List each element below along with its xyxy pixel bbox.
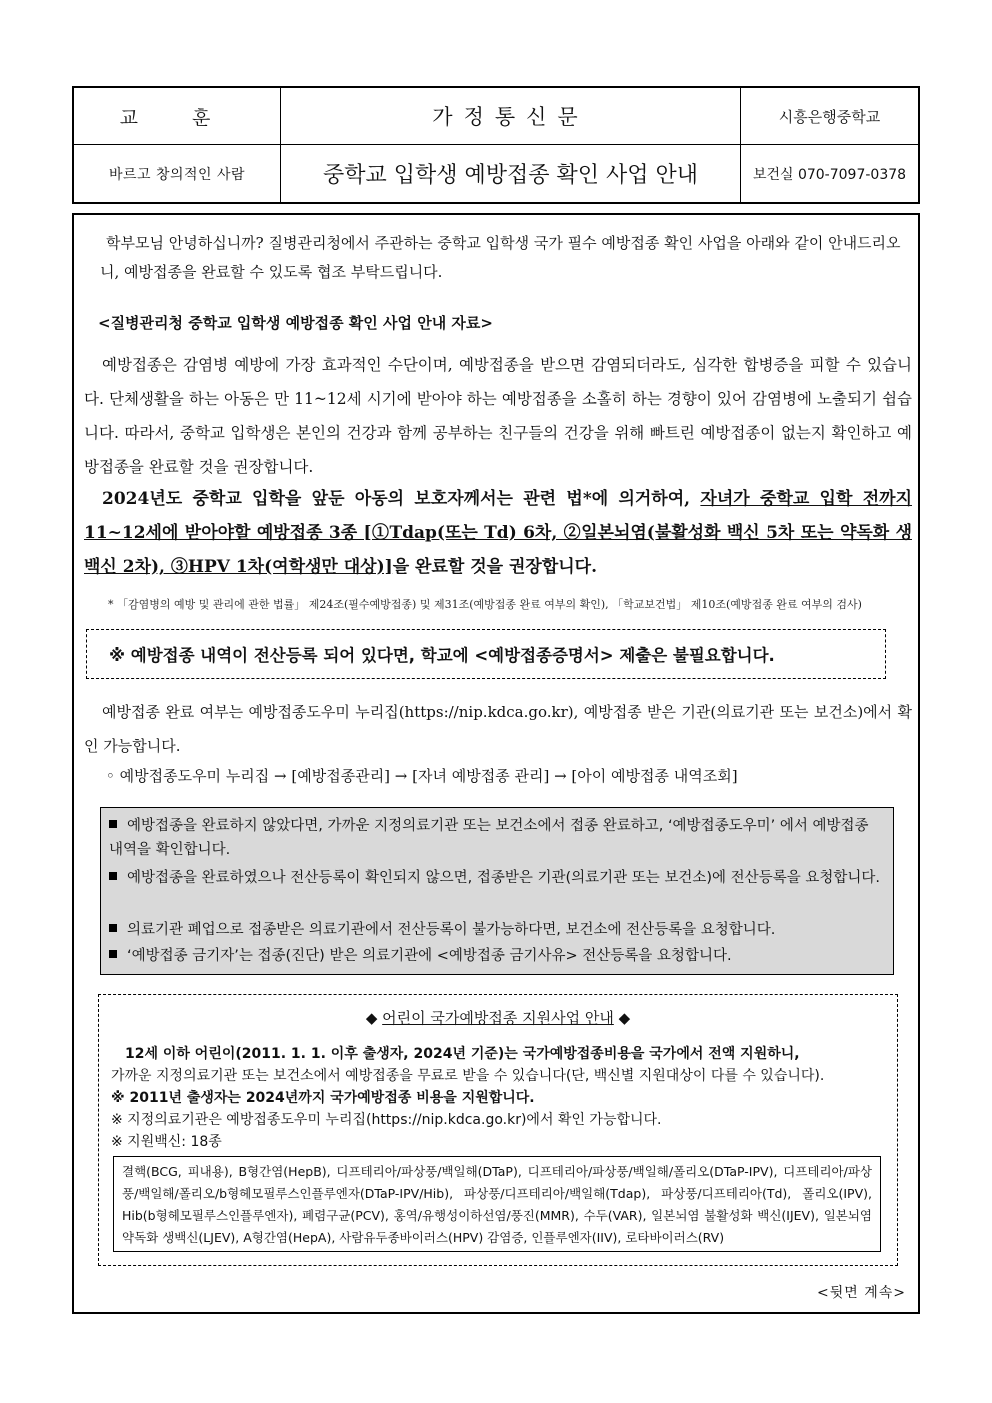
list-item-text: 예방접종을 완료하지 않았다면, 가까운 지정의료기관 또는 보건소에서 접종 완료하고, ‘예방접종도우미’ 에서 예방접종 내역을 확인합니다. [109, 818, 869, 858]
support-title-text: 어린이 국가예방접종 지원사업 안내 [382, 1009, 614, 1027]
list-item-text: 예방접종을 완료하였으나 전산등록이 확인되지 않으면, 접종받은 기관(의료기관 또는 보건소)에 전산등록을 요청합니다. [127, 870, 880, 886]
bullet-square-icon [109, 872, 117, 880]
support-box [98, 994, 898, 1266]
instruction-box [100, 807, 894, 975]
intro-text: 학부모님 안녕하십니까? 질병관리청에서 주관하는 중학교 입학생 국가 필수 예방접종 확인 사업을 아래와 같이 안내드리오니, 예방접종을 완료할 수 있도록 협조 부탁드립니다. [100, 234, 901, 281]
body-paragraph: 예방접종은 감염병 예방에 가장 효과적인 수단이며, 예방접종을 받으면 감염되더라도, 심각한 합병증을 피할 수 있습니다. 단체생활을 하는 아동은 만 11~12세 시기에 받아야 하는 예방접종을 소홀히 하는 경향이 있어 감염병에 노출되기 쉽습니다. 따라서, 중학교 입학생은 본인의 건강과 함께 공부하는 친구들의 건강을 위해 빠트린 예방접종이 없는지 확인하고 예방접종을 완료할 것을 권장합니다. [84, 356, 912, 476]
key-paragraph-lead: 2024년도 중학교 입학을 앞둔 아동의 보호자께서는 관련 법*에 의거하여, [102, 489, 701, 509]
footnote: * 「감염병의 예방 및 관리에 관한 법률」 제24조(필수예방접종) 및 제31조(예방접종 완료 여부의 확인), 「학교보건법」 제10조(예방접종 완료 여부의 검사) [108, 598, 862, 611]
support-line: ※ 지원백신: 18종 [111, 1134, 222, 1150]
bullet-square-icon [109, 820, 117, 828]
motto: 바르고 창의적인 사람 [108, 166, 246, 183]
section-heading: <질병관리청 중학교 입학생 예방접종 확인 사업 안내 자료> [98, 314, 493, 332]
support-line: 가까운 지정의료기관 또는 보건소에서 예방접종을 무료로 받을 수 있습니다(단, 백신별 지원대상이 다를 수 있습니다). [111, 1068, 825, 1084]
header-table [72, 86, 920, 204]
notice-text: ※ 예방접종 내역이 전산등록 되어 있다면, 학교에 <예방접종증명서> 제출은 불필요합니다. [109, 646, 775, 665]
list-item-text: ‘예방접종 금기자’는 접종(진단) 받은 의료기관에 <예방접종 금기사유> 전산등록을 요청합니다. [127, 948, 732, 964]
list-item [109, 918, 885, 942]
key-paragraph-highlight: 자녀가 중학교 입학 전까지 11~12세에 받아야할 예방접종 3종 [①Tdap(또는 Td) 6차, ②일본뇌염(불활성화 백신 5차 또는 약독화 생백신 2차), ③HPV 1차(여학생만 대상)] [84, 489, 912, 577]
bullet-square-icon [109, 950, 117, 958]
support-line: ※ 지정의료기관은 예방접종도우미 누리집(https://nip.kdca.go.kr)에서 확인 가능합니다. [111, 1112, 662, 1128]
key-paragraph [84, 482, 912, 584]
vaccine-list: 결핵(BCG, 피내용), B형간염(HepB), 디프테리아/파상풍/백일해(DTaP), 디프테리아/파상풍/백일해/폴리오(DTaP-IPV), 디프테리아/파상풍/백일해/폴리오/b형헤모필루스인플루엔자(DTaP-IPV/Hib), 파상풍/디프테리아/백일해(Tdap), 파상풍/디프테리아(Td), 폴리오(IPV), Hib(b형헤모필루스인플루엔자), 폐렴구균(PCV), 홍역/유행성이하선염/풍진(MMR), 수두(VAR), 일본뇌염 불활성화 백신(IJEV), 일본뇌염 약독화 생백신(LJEV), A형간염(HepA), 사람유두종바이러스(HPV) 감염증, 인플루엔자(IIV), 로타바이러스(RV) [113, 1156, 881, 1252]
page-title: 중학교 입학생 예방접종 확인 사업 안내 [323, 163, 698, 188]
motto-label: 교 훈 [119, 106, 235, 129]
diamond-icon: ◆ [365, 1009, 378, 1027]
list-item [109, 814, 885, 862]
contact-phone: 보건실 070-7097-0378 [752, 166, 907, 183]
doc-type: 가정통신문 [432, 105, 589, 129]
list-item [109, 866, 885, 890]
support-line: ※ 2011년 출생자는 2024년까지 국가예방접종 비용을 지원합니다. [111, 1090, 535, 1106]
school-name: 시흥은행중학교 [778, 107, 881, 126]
continued-label: <뒷면 계속> [816, 1285, 906, 1301]
check-paragraph: 예방접종 완료 여부는 예방접종도우미 누리집(https://nip.kdca.go.kr), 예방접종 받은 기관(의료기관 또는 보건소)에서 확인 가능합니다. [84, 703, 912, 755]
list-item-text: 의료기관 폐업으로 접종받은 의료기관에서 전산등록이 불가능하다면, 보건소에 전산등록을 요청합니다. [127, 922, 776, 938]
navigation-path: ◦ 예방접종도우미 누리집 → [예방접종관리] → [자녀 예방접종 관리] → [아이 예방접종 내역조회] [106, 767, 738, 785]
support-title [99, 1007, 897, 1028]
main-frame [72, 213, 920, 1314]
list-item [109, 944, 885, 968]
diamond-icon: ◆ [618, 1009, 631, 1027]
key-paragraph-tail: 을 완료할 것을 권장합니다. [392, 557, 598, 577]
notice-box [86, 629, 886, 679]
bullet-square-icon [109, 924, 117, 932]
support-line: 12세 이하 어린이(2011. 1. 1. 이후 출생자, 2024년 기준)는 국가예방접종비용을 국가에서 전액 지원하니, [125, 1046, 800, 1062]
